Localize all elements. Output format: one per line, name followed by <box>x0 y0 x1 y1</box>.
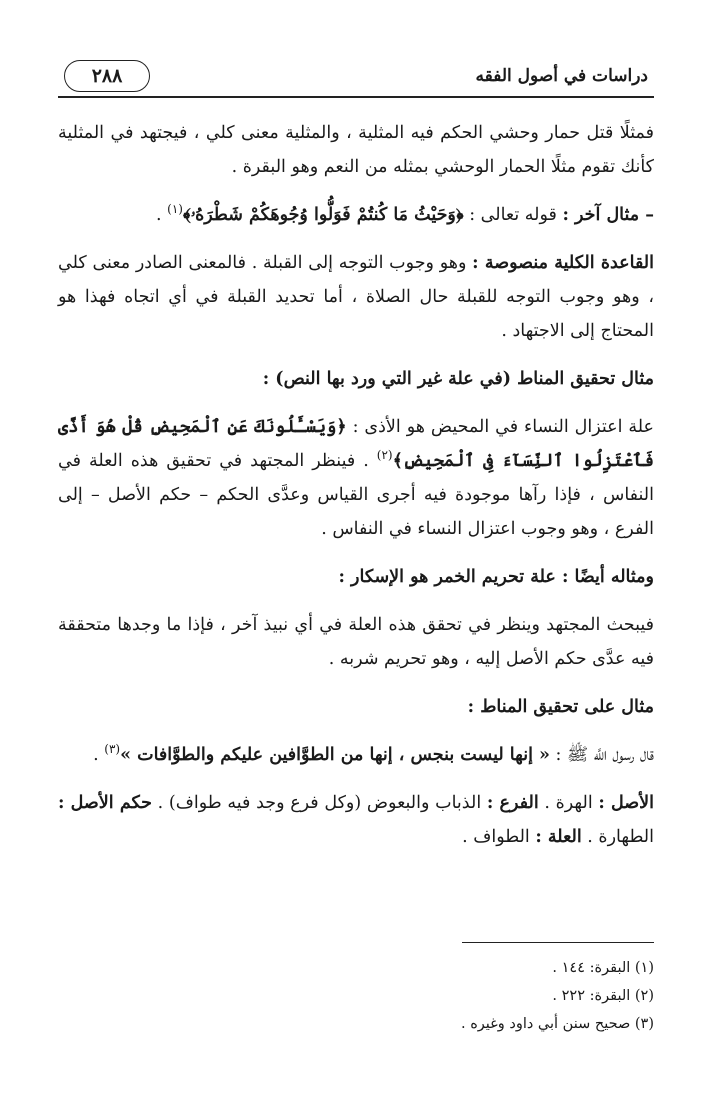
heading-bold: علة تحريم الخمر هو الإسكار : <box>338 567 556 587</box>
far-label: الفرع : <box>486 793 539 813</box>
hukm-value: الطهارة . <box>581 827 654 847</box>
asl-value: الهرة . <box>538 793 599 813</box>
footnote-2: (٢) البقرة: ٢٢٢ . <box>552 988 654 1004</box>
paragraph-5: فيبحث المجتهد وينظر في تحقق هذه العلة في أي نبيذ آخر ، فإذا ما وجدها متحققة فيه عدَّى حكم الأصل إليه ، وهو تحريم شربه . <box>58 615 654 669</box>
paragraph-text: . فينظر المجتهد في تحقيق هذه العلة في النفاس ، فإذا رآها موجودة فيه أجرى القياس وعدَّى الحكم – حكم الأصل – إلى الفرع ، وهو وجوب اعتزال النساء في النفاس . <box>58 451 654 539</box>
example-label: – مثال آخر : <box>562 205 654 225</box>
heading-1: مثال تحقيق المناط (في علة غير التي ورد بها النص) : <box>262 369 654 389</box>
heading-3: مثال على تحقيق المناط : <box>467 697 654 717</box>
hadith-text: « إنها ليست بنجس ، إنها من الطوَّافين عليكم والطوَّافات » <box>120 745 550 765</box>
footnote-1: (١) البقرة: ١٤٤ . <box>552 960 654 976</box>
paragraph-3 <box>58 246 654 348</box>
asl-label: الأصل : <box>598 793 654 813</box>
page-number: ٢٨٨ <box>64 60 150 92</box>
paragraph-text: وهو وجوب التوجه إلى القبلة . فالمعنى الصادر معنى كلي ، وهو وجوب التوجه للقبلة حال الصلاة ، أما تحديد القبلة في أي اتجاه فهذا هو المحتاج إلى الاجتهاد . <box>58 253 654 341</box>
heading-lead: ومثاله أيضًا : <box>555 567 654 587</box>
paragraph-end: . <box>93 745 105 765</box>
header-rule <box>58 96 654 98</box>
paragraph-text: قوله تعالى : <box>463 205 563 225</box>
illa-label: العلة : <box>535 827 582 847</box>
footnote-rule <box>462 942 654 943</box>
paragraph-text: قال رسول اللَّه ﷺ : <box>549 745 654 765</box>
far-value: الذباب والبعوض (وكل فرع وجد فيه طواف) . <box>151 793 487 813</box>
footnote-3: (٣) صحيح سنن أبي داود وغيره . <box>460 1016 654 1032</box>
quran-verse: ﴿وَحَيْثُ مَا كُنتُمْ فَوَلُّوا وُجُوهَكُمْ شَطْرَهُۥ﴾ <box>182 205 464 225</box>
paragraph-1: فمثلًا قتل حمار وحشي الحكم فيه المثلية ، والمثلية معنى كلي ، فيجتهد في المثلية كأنك تقوم مثلًا الحمار الوحشي بمثله من النعم وهو البقرة . <box>58 123 654 177</box>
heading-2 <box>58 560 654 594</box>
footnote-ref-3: (٣) <box>104 742 121 757</box>
footnote-ref-1: (١) <box>167 202 183 217</box>
illa-value: الطواف . <box>462 827 536 847</box>
footnote-ref-2: (٢) <box>376 448 393 463</box>
hukm-label: حكم الأصل : <box>58 793 152 813</box>
paragraph-6 <box>58 738 654 772</box>
paragraph-4 <box>58 410 654 546</box>
quran-verse: ﴿وَيَسْـَٔلُونَكَ عَنِ ٱلْمَحِيضِ قُلْ هُوَ أَذًى فَٱعْتَزِلُوا ٱلنِّسَآءَ فِى ٱلْمَحِيضِ﴾ <box>58 417 654 471</box>
rule-label: القاعدة الكلية منصوصة : <box>472 253 654 273</box>
main-text <box>58 116 654 868</box>
page-header <box>58 54 654 100</box>
book-title: دراسات في أصول الفقه <box>475 66 648 86</box>
paragraph-7 <box>58 786 654 854</box>
paragraph-end: . <box>156 205 168 225</box>
paragraph-2 <box>58 198 654 232</box>
footnotes <box>74 954 654 1038</box>
paragraph-text: علة اعتزال النساء في المحيض هو الأذى : <box>346 417 654 437</box>
